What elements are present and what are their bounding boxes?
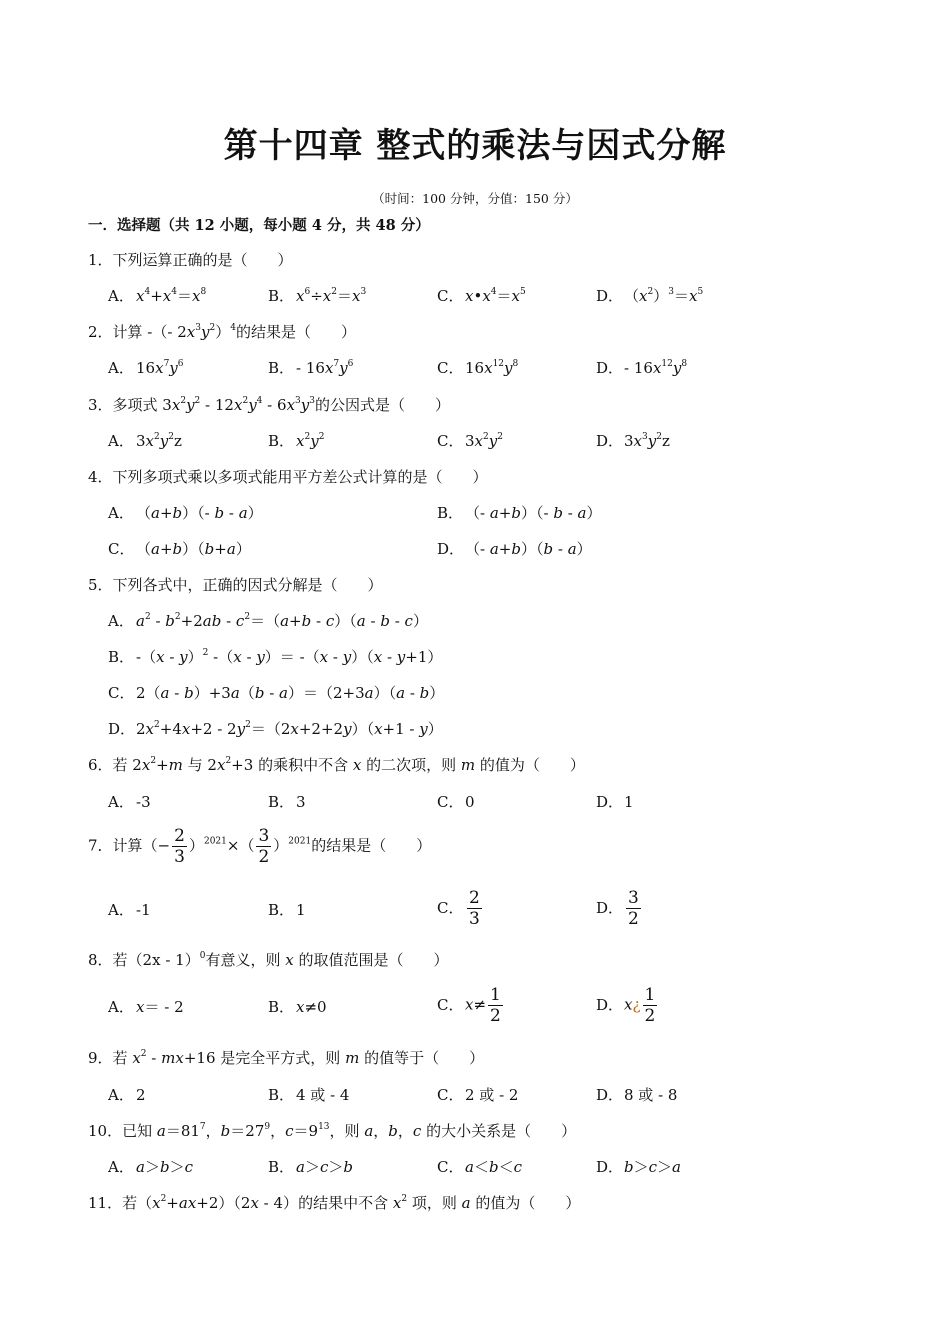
- question-7: 7．计算（− $\frac{2}{3}$ ）$^{2021}$×（ $\frac{3}{2}$ ）$^{2021}$的结果是（ ）: [88, 826, 432, 867]
- option-c: C． （a+b）（b+a）: [108, 540, 251, 558]
- option-a: A． -1: [108, 901, 151, 919]
- option-c: C． 2（a - b）+3a（b - a）＝（2+3a）（a - b）: [108, 684, 445, 702]
- option-c: C． $3x^2y^2$: [437, 432, 503, 450]
- option-c: C． $\frac{2}{3}$: [437, 888, 480, 929]
- option-a: A． 2: [108, 1086, 146, 1104]
- option-c: C． a＜b＜c: [437, 1158, 522, 1176]
- section-heading: 一．选择题（共 12 小题，每小题 4 分，共 48 分）: [88, 217, 430, 234]
- question-4: 4．下列多项式乘以多项式能用平方差公式计算的是（ ）: [88, 468, 488, 486]
- option-a: A． $16x^7y^6$: [108, 359, 184, 377]
- option-d: D．b＞c＞a: [596, 1158, 681, 1176]
- question-1: 1．下列运算正确的是（ ）: [88, 251, 293, 269]
- option-b: B． $x^6\div x^2=x^3$: [268, 287, 367, 305]
- question-8: 8．若（2x - 1）$^0$有意义，则 x 的取值范围是（ ）: [88, 951, 449, 969]
- option-d: D．1: [596, 793, 634, 811]
- subtitle: （时间：100 分钟，分值：150 分）: [372, 191, 578, 206]
- option-a: A． （a+b）（- b - a）: [108, 504, 263, 522]
- option-a: A． x＝ - 2: [108, 998, 184, 1016]
- option-b: B． 4 或 - 4: [268, 1086, 350, 1104]
- option-c: C． 2 或 - 2: [437, 1086, 519, 1104]
- question-10: 10．已知 $a=81^7$，$b=27^9$，$c=9^{13}$，则 a，b，c 的大小关系是（ ）: [88, 1122, 577, 1140]
- option-d: D．$(x^2)^3=x^5$: [596, 287, 704, 305]
- question-9: 9．若 $x^2 - mx+16$ 是完全平方式，则 m 的值等于（ ）: [88, 1049, 485, 1067]
- option-b: B． 3: [268, 793, 306, 811]
- option-b: B． - $16x^7y^6$: [268, 359, 354, 377]
- option-a: A． $3x^2y^2z$: [108, 432, 182, 450]
- option-a: A． $x^4+x^4=x^8$: [108, 287, 207, 305]
- option-b: B． $x^2y^2$: [268, 432, 325, 450]
- question-2: 2．计算 -（- $2x^3y^2)^4$的结果是（ ）: [88, 323, 356, 341]
- option-c: C． $16x^{12}y^8$: [437, 359, 519, 377]
- option-d: D．$3x^3y^2z$: [596, 432, 670, 450]
- question-5: 5．下列各式中，正确的因式分解是（ ）: [88, 576, 383, 594]
- option-c: C． $x•x^4=x^5$: [437, 287, 526, 305]
- question-11: 11．若$(x^2+ax+2)(2x - 4)$的结果中不含 $x^2$ 项，则 a 的值为（ ）: [88, 1194, 581, 1212]
- option-b: B． （- a+b）（- b - a）: [437, 504, 602, 522]
- option-d: D．（- a+b）（b - a）: [437, 540, 592, 558]
- option-b: B． -（x - y）$^2$ -（x - y）＝ -（x - y）（x - y+1）: [108, 648, 443, 666]
- option-b: B． 1: [268, 901, 306, 919]
- option-d: D．$2x^2+4x+2 - 2y^2=(2x+2+2y)(x+1 - y)$: [108, 720, 443, 738]
- question-3: 3．多项式 $3x^2y^2 - 12x^2y^4 - 6x^3y^3$的公因式是（ ）: [88, 396, 450, 414]
- option-d: D． $\frac{3}{2}$: [596, 888, 639, 929]
- option-d: D．x¿ $\frac{1}{2}$: [596, 985, 656, 1026]
- option-a: A． a＞b＞c: [108, 1158, 193, 1176]
- option-a: A． $a^2 - b^2+2ab - c^2=(a+b - c)(a - b - c)$: [108, 612, 428, 630]
- option-c: C． 0: [437, 793, 475, 811]
- option-c: C． x≠ $\frac{1}{2}$: [437, 985, 501, 1026]
- option-a: A． -3: [108, 793, 151, 811]
- question-6: 6．若 $2x^2+m$ 与 $2x^2+3$ 的乘积中不含 x 的二次项，则 m 的值为（ ）: [88, 756, 585, 774]
- option-b: B． x≠0: [268, 998, 327, 1016]
- page-title: 第十四章 整式的乘法与因式分解: [223, 126, 727, 166]
- option-b: B． a＞c＞b: [268, 1158, 353, 1176]
- option-d: D．- $16x^{12}y^8$: [596, 359, 688, 377]
- option-d: D．8 或 - 8: [596, 1086, 678, 1104]
